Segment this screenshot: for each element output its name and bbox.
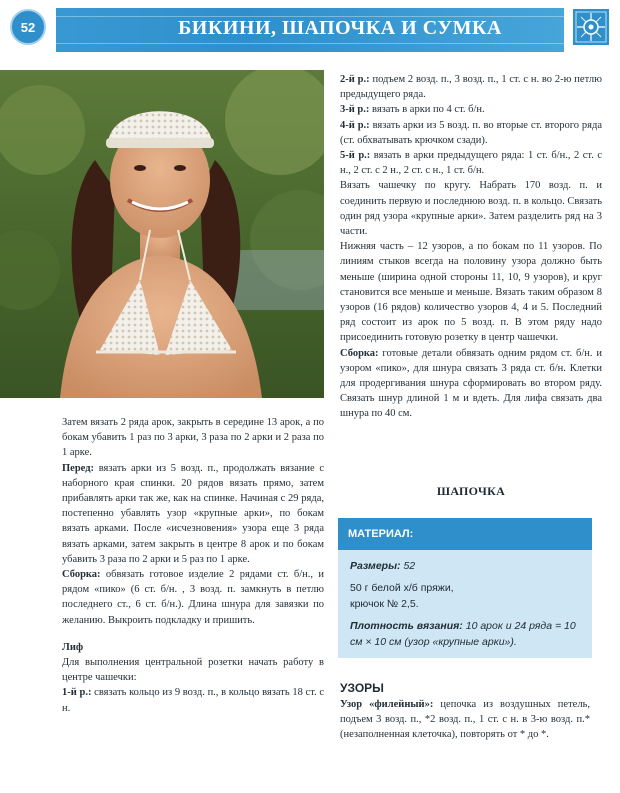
section-title-hat: ШАПОЧКА	[436, 484, 506, 498]
right-paragraph: Сборка: готовые детали обвязать одним рядом ст. б/н. и узором «пико», для шнура связать 3 ряда ст. б/н. Клетки для продергивания шнура сформировать во втором ряду. Связать шнур длиной 1 м и вдеть. Для лифа связать два шнура по 40 см.	[340, 347, 602, 420]
model-photo	[0, 70, 324, 398]
ornament-icon	[572, 8, 610, 46]
bold-label: 2-й р.:	[340, 74, 370, 85]
material-body	[338, 550, 592, 650]
material-size: Размеры: 52	[350, 560, 416, 572]
left-paragraph: Затем вязать 2 ряда арок, закрыть в середине 13 арок, а по бокам убавить 1 раз по 3 арки, 3 раза по 2 арки и 2 раза по 1 арке.	[62, 417, 324, 459]
bold-label: 3-й р.:	[340, 104, 370, 116]
left-paragraph: 1-й р.: связать кольцо из 9 возд. п., в кольцо вязать 18 ст. с н.	[62, 687, 324, 714]
material-box	[338, 518, 592, 658]
left-paragraph: Для выполнения центральной розетки начать работу в центре чашечки:	[62, 657, 324, 684]
right-paragraph: Нижняя часть – 12 узоров, а по бокам по 11 узоров. По линиям стыков всегда на половину узора должно быть меньше (ширина одной стороны 11, 10, 9 узоров), и круг становится все меньше и меньше. Вязать таким образом 8 узоров (16 рядов) количество узоров 4, 4 и 5. Последний ряд состоит из арок по 5 возд. п. В этом ряду надо присоединить готовую розетку в центр чашечки.	[340, 241, 602, 344]
bold-label: 5-й р.:	[340, 150, 371, 162]
bold-label: Сборка:	[62, 569, 101, 581]
page-number: 52	[10, 9, 46, 45]
right-paragraph: Вязать чашечку по кругу. Набрать 170 возд. п. и соединить первую и последнюю возд. п. в кольцо. Связать один ряд узора «крупные арки». Затем разделить ряд на 3 части.	[340, 180, 602, 238]
bold-label: Лиф	[62, 641, 84, 653]
bold-label: Узор «филейный»:	[340, 699, 434, 710]
header-corner-right	[564, 0, 620, 55]
spacer	[62, 628, 324, 640]
right-paragraph: 2-й р.: подъем 2 возд. п., 3 возд. п., 1 ст. с н. во 2-ю петлю предыдущего ряда.	[340, 74, 602, 101]
material-hook: крючок № 2,5.	[350, 598, 419, 610]
material-yarn: 50 г белой х/б пряжи,	[350, 582, 454, 594]
left-column-instructions	[62, 415, 324, 716]
header-corner-left	[0, 0, 56, 55]
left-paragraph: Сборка: обвязать готовое изделие 2 рядами ст. б/н., и рядом «пико» (6 ст. б/н. , 3 возд. п. замкнуть в петлю последнего ст., 6 ст. б/н.). Длина шнура для завязки по желанию. Выкроить подкладку и пришить.	[62, 569, 324, 626]
bold-label: Сборка:	[340, 347, 379, 359]
left-paragraph	[62, 640, 324, 655]
patterns-text	[340, 697, 590, 743]
material-density: Плотность вязания: 10 арок и 24 ряда = 10 см × 10 см (узор «крупные арки»).	[350, 620, 576, 648]
right-column-instructions	[340, 72, 602, 422]
bold-label: Перед:	[62, 462, 94, 474]
right-paragraph: 4-й р.: вязать арки из 5 возд. п. во вторые ст. второго ряда (ст. обхватывать крючком сзади).	[340, 119, 602, 146]
material-heading: МАТЕРИАЛ:	[338, 518, 592, 550]
left-paragraph: Перед: вязать арки из 5 возд. п., продолжать вязание с наборного края спинки. 20 рядов вязать прямо, затем прибавлять арки так же, как на спинке. Начиная с 29 ряда, постепенно убавлять узор «крупные арки», по бокам вязать арками. После «исчезновения» узора еще 3 ряда вязать арками, затем закрыть в центре 8 арок и по бокам убавить 3 раза по 2 арки и 5 раз по 1 арке.	[62, 462, 324, 565]
bold-label: 1-й р.:	[62, 687, 92, 699]
page-title: БИКИНИ, ШАПОЧКА И СУМКА	[178, 17, 502, 39]
right-paragraph: 3-й р.: вязать в арки по 4 ст. б/н.	[340, 104, 485, 116]
page-header	[0, 0, 620, 55]
right-paragraph: 5-й р.: вязать в арки предыдущего ряда: 1 ст. б/н., 2 ст. с н., 2 ст. с 2 н., 2 ст. с н., 1 ст. б/н.	[340, 150, 602, 177]
bold-label: 4-й р.:	[340, 119, 370, 131]
photo-illustration	[0, 70, 324, 398]
patterns-paragraph: Узор «филейный»: цепочка из воздушных петель, подъем 3 возд. п., *2 возд. п., 1 ст. с н. в 3-ю возд. п.* (незаполненная клеточка), повторять от * до *.	[340, 699, 590, 741]
patterns-heading: УЗОРЫ	[340, 681, 384, 695]
